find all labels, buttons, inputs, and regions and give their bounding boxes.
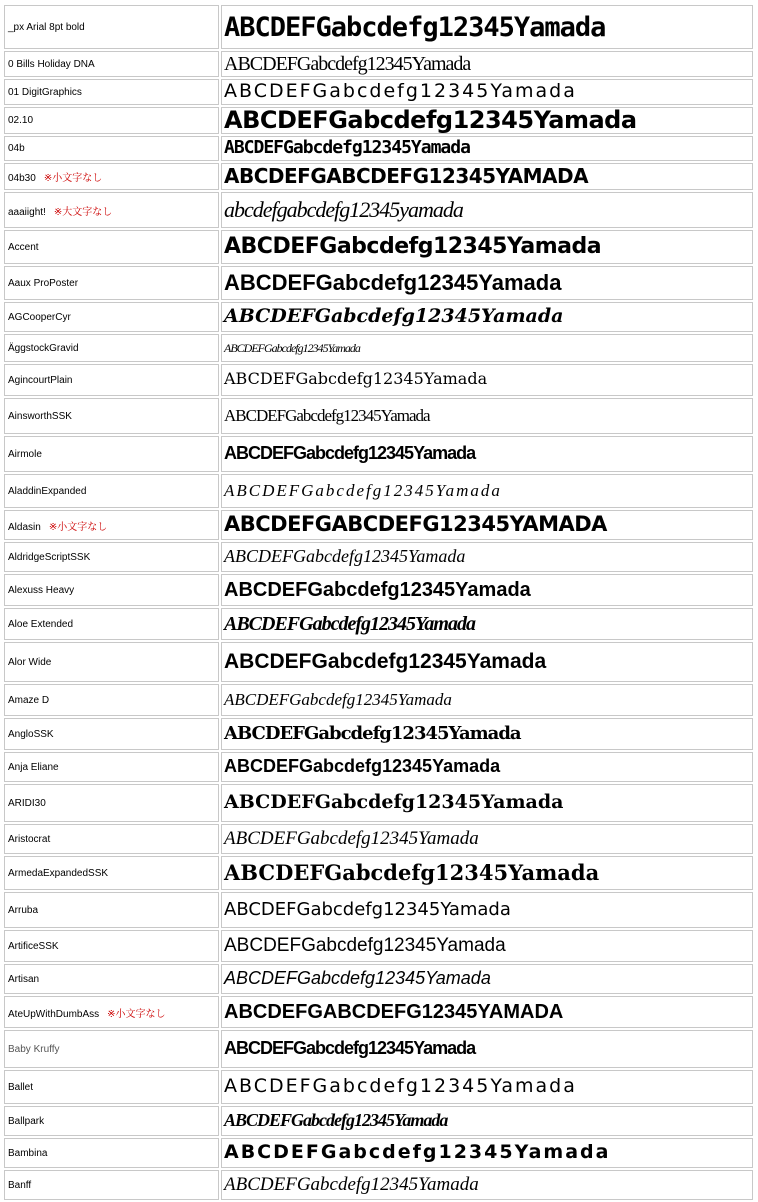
- font-name-cell: [4, 1170, 219, 1200]
- font-sample: ABCDEFGabcdefg12345Yamada: [224, 369, 488, 388]
- font-sample: ABCDEFGABCDEFG12345YAMADA: [224, 1000, 564, 1023]
- font-name: _px Arial 8pt bold: [8, 21, 85, 33]
- font-name: Anja Eliane: [8, 761, 59, 773]
- font-name-cell: [4, 136, 219, 161]
- font-sample: ABCDEFGabcdefg12345Yamada: [224, 791, 564, 813]
- font-name: Artisan: [8, 973, 40, 985]
- font-name: 04b: [8, 143, 25, 154]
- font-name-cell: [4, 510, 219, 540]
- font-sample: ABCDEFGabcdefg12345Yamada: [224, 722, 521, 744]
- font-sample-cell: [221, 1138, 753, 1168]
- font-sample-cell: [221, 1106, 753, 1136]
- font-name: AteUpWithDumbAss: [8, 1008, 100, 1020]
- font-name: Alexuss Heavy: [8, 584, 75, 596]
- font-sample: ABCDEFGabcdefg12345Yamada: [224, 1141, 611, 1163]
- table-row: [4, 608, 753, 640]
- font-sample: ABCDEFGabcdefg12345Yamada: [224, 305, 564, 327]
- font-sample: ABCDEFGabcdefg12345Yamada: [224, 546, 466, 566]
- table-row: [4, 964, 753, 994]
- font-name-cell: [4, 856, 219, 890]
- font-sample-cell: [221, 364, 753, 396]
- font-sample-cell: [221, 684, 753, 716]
- font-name-cell: [4, 398, 219, 434]
- font-name-cell: [4, 334, 219, 362]
- font-name: Aaux ProPoster: [8, 277, 79, 289]
- font-name: Accent: [8, 241, 39, 253]
- font-sample-cell: [221, 1170, 753, 1200]
- font-sample-cell: [221, 474, 753, 508]
- table-row: [4, 230, 753, 264]
- note-label: ※小文字なし: [107, 1008, 166, 1020]
- font-name: 04b30: [8, 173, 36, 184]
- font-name: AldridgeScriptSSK: [8, 551, 91, 563]
- font-name-cell: [4, 784, 219, 822]
- font-name: Amaze D: [8, 694, 50, 706]
- font-sample-cell: [221, 856, 753, 890]
- font-name: AladdinExpanded: [8, 485, 87, 497]
- font-name: Aristocrat: [8, 833, 51, 845]
- font-sample-cell: [221, 718, 753, 750]
- note-label: ※大文字なし: [53, 206, 113, 218]
- font-sample-cell: [221, 1070, 753, 1104]
- font-name-cell: [4, 230, 219, 264]
- font-name: Alor Wide: [8, 656, 52, 668]
- font-sample-cell: [221, 51, 753, 77]
- font-name-cell: [4, 302, 219, 332]
- font-sample: ABCDEFGabcdefg12345Yamada: [224, 1075, 577, 1097]
- font-sample: ABCDEFGabcdefg12345Yamada: [224, 11, 606, 43]
- table-row: [4, 474, 753, 508]
- font-sample-cell: [221, 334, 753, 362]
- font-sample: ABCDEFGabcdefg12345Yamada: [224, 612, 475, 635]
- table-row: [4, 1138, 753, 1168]
- font-name: Ballet: [8, 1081, 34, 1093]
- font-sample-cell: [221, 107, 753, 134]
- table-row: [4, 163, 753, 190]
- font-name-cell: [4, 608, 219, 640]
- table-row: [4, 856, 753, 890]
- font-name-cell: [4, 266, 219, 300]
- font-sample: ABCDEFGabcdefg12345Yamada: [224, 898, 511, 920]
- font-name: Baby Kruffy: [8, 1043, 60, 1055]
- font-sample: ABCDEFGabcdefg12345Yamada: [224, 443, 476, 463]
- font-name-cell: [4, 996, 219, 1028]
- font-name-cell: [4, 1030, 219, 1068]
- font-name: AgincourtPlain: [8, 374, 73, 386]
- font-name: Aloe Extended: [8, 618, 74, 630]
- font-sample-cell: [221, 510, 753, 540]
- font-name-cell: [4, 79, 219, 105]
- table-row: [4, 192, 753, 228]
- font-name-cell: [4, 684, 219, 716]
- font-sample: ABCDEFGabcdefg12345Yamada: [224, 935, 506, 956]
- font-name: AGCooperCyr: [8, 311, 71, 323]
- font-sample-cell: [221, 784, 753, 822]
- table-row: [4, 364, 753, 396]
- font-name-cell: [4, 364, 219, 396]
- font-name-cell: [4, 474, 219, 508]
- font-name: ArtificeSSK: [8, 940, 59, 952]
- font-sample-cell: [221, 964, 753, 994]
- table-row: [4, 892, 753, 928]
- font-name-cell: [4, 192, 219, 228]
- font-sample: ABCDEFGABCDEFG12345YAMADA: [224, 512, 607, 536]
- font-sample-cell: [221, 642, 753, 682]
- font-sample-cell: [221, 136, 753, 161]
- note-label: ※小文字なし: [48, 521, 108, 533]
- note-label: ※小文字なし: [43, 173, 103, 184]
- font-sample-cell: [221, 163, 753, 190]
- font-name-cell: [4, 5, 219, 49]
- table-row: [4, 436, 753, 472]
- font-name: Banff: [8, 1179, 32, 1191]
- font-sample: ABCDEFGabcdefg12345Yamada: [224, 341, 360, 355]
- font-sample: ABCDEFGabcdefg12345Yamada: [224, 968, 491, 988]
- table-row: [4, 302, 753, 332]
- font-sample: ABCDEFGabcdefg12345Yamada: [224, 234, 602, 259]
- font-sample: abcdefgabcdefg12345yamada: [224, 196, 463, 222]
- font-name-cell: [4, 642, 219, 682]
- table-row: [4, 136, 753, 161]
- font-name: Ballpark: [8, 1115, 45, 1127]
- font-sample: ABCDEFGabcdefg12345Yamada: [224, 80, 577, 102]
- font-name: AngloSSK: [8, 728, 54, 740]
- font-sample: ABCDEFGabcdefg12345Yamada: [224, 756, 501, 776]
- font-name: ÄggstockGravid: [8, 342, 79, 354]
- font-name-cell: [4, 1070, 219, 1104]
- font-sample: ABCDEFGabcdefg12345Yamada: [224, 1174, 479, 1195]
- font-name-cell: [4, 892, 219, 928]
- table-row: [4, 334, 753, 362]
- font-sample: ABCDEFGabcdefg12345Yamada: [224, 480, 502, 500]
- font-name: Aldasin: [8, 521, 41, 533]
- font-sample-table: [2, 3, 755, 1202]
- font-sample-cell: [221, 79, 753, 105]
- font-sample-cell: [221, 192, 753, 228]
- font-name-cell: [4, 51, 219, 77]
- font-sample-cell: [221, 824, 753, 854]
- table-row: [4, 684, 753, 716]
- font-name-cell: [4, 824, 219, 854]
- font-sample-cell: [221, 892, 753, 928]
- font-sample-cell: [221, 542, 753, 572]
- table-row: [4, 996, 753, 1028]
- font-name-cell: [4, 964, 219, 994]
- font-sample-cell: [221, 930, 753, 962]
- font-name: aaaiight!: [8, 206, 46, 218]
- font-name-cell: [4, 107, 219, 134]
- font-name: ARIDI30: [8, 797, 46, 809]
- font-sample: ABCDEFGabcdefg12345Yamada: [224, 107, 637, 134]
- font-sample-cell: [221, 266, 753, 300]
- font-sample: ABCDEFGabcdefg12345Yamada: [224, 578, 531, 601]
- table-row: [4, 930, 753, 962]
- font-sample: ABCDEFGabcdefg12345Yamada: [224, 269, 562, 295]
- font-sample: ABCDEFGabcdefg12345Yamada: [224, 137, 470, 158]
- font-sample-cell: [221, 302, 753, 332]
- font-sample-cell: [221, 574, 753, 606]
- font-name-cell: [4, 163, 219, 190]
- font-name-cell: [4, 542, 219, 572]
- font-name-cell: [4, 1106, 219, 1136]
- font-name-cell: [4, 930, 219, 962]
- font-name: Arruba: [8, 904, 39, 916]
- font-sample-cell: [221, 398, 753, 434]
- font-sample: ABCDEFGabcdefg12345Yamada: [224, 859, 600, 885]
- font-name-cell: [4, 574, 219, 606]
- table-row: [4, 1106, 753, 1136]
- font-sample: ABCDEFGABCDEFG12345YAMADA: [224, 163, 589, 188]
- table-row: [4, 824, 753, 854]
- font-name: 0 Bills Holiday DNA: [8, 58, 95, 70]
- font-name: ArmedaExpandedSSK: [8, 867, 109, 879]
- font-sample-cell: [221, 1030, 753, 1068]
- table-row: [4, 752, 753, 782]
- font-sample-cell: [221, 996, 753, 1028]
- font-sample-cell: [221, 752, 753, 782]
- font-sample: ABCDEFGabcdefg12345Yamada: [224, 1110, 448, 1130]
- table-row: [4, 107, 753, 134]
- table-row: [4, 642, 753, 682]
- table-row: [4, 79, 753, 105]
- font-name: 01 DigitGraphics: [8, 86, 82, 98]
- font-sample-cell: [221, 436, 753, 472]
- font-sample: ABCDEFGabcdefg12345Yamada: [224, 650, 547, 673]
- font-sample-cell: [221, 230, 753, 264]
- table-row: [4, 718, 753, 750]
- font-sample-cell: [221, 608, 753, 640]
- font-name-cell: [4, 718, 219, 750]
- table-row: [4, 784, 753, 822]
- font-name: 02.10: [8, 115, 34, 126]
- font-sample: ABCDEFGabcdefg12345Yamada: [224, 405, 430, 425]
- font-name-cell: [4, 1138, 219, 1168]
- table-row: [4, 542, 753, 572]
- font-sample-cell: [221, 5, 753, 49]
- table-row: [4, 51, 753, 77]
- table-row: [4, 1070, 753, 1104]
- font-sample: ABCDEFGabcdefg12345Yamada: [224, 689, 452, 709]
- font-sample: ABCDEFGabcdefg12345Yamada: [224, 828, 479, 849]
- font-name: AinsworthSSK: [8, 410, 72, 422]
- table-row: [4, 1030, 753, 1068]
- font-name: Airmole: [8, 448, 42, 460]
- table-row: [4, 266, 753, 300]
- font-name-cell: [4, 436, 219, 472]
- font-name: Bambina: [8, 1147, 48, 1159]
- table-row: [4, 5, 753, 49]
- font-sample: ABCDEFGabcdefg12345Yamada: [224, 52, 471, 75]
- table-row: [4, 398, 753, 434]
- table-row: [4, 1170, 753, 1200]
- table-row: [4, 574, 753, 606]
- table-row: [4, 510, 753, 540]
- font-name-cell: [4, 752, 219, 782]
- font-sample: ABCDEFGabcdefg12345Yamada: [224, 1038, 476, 1058]
